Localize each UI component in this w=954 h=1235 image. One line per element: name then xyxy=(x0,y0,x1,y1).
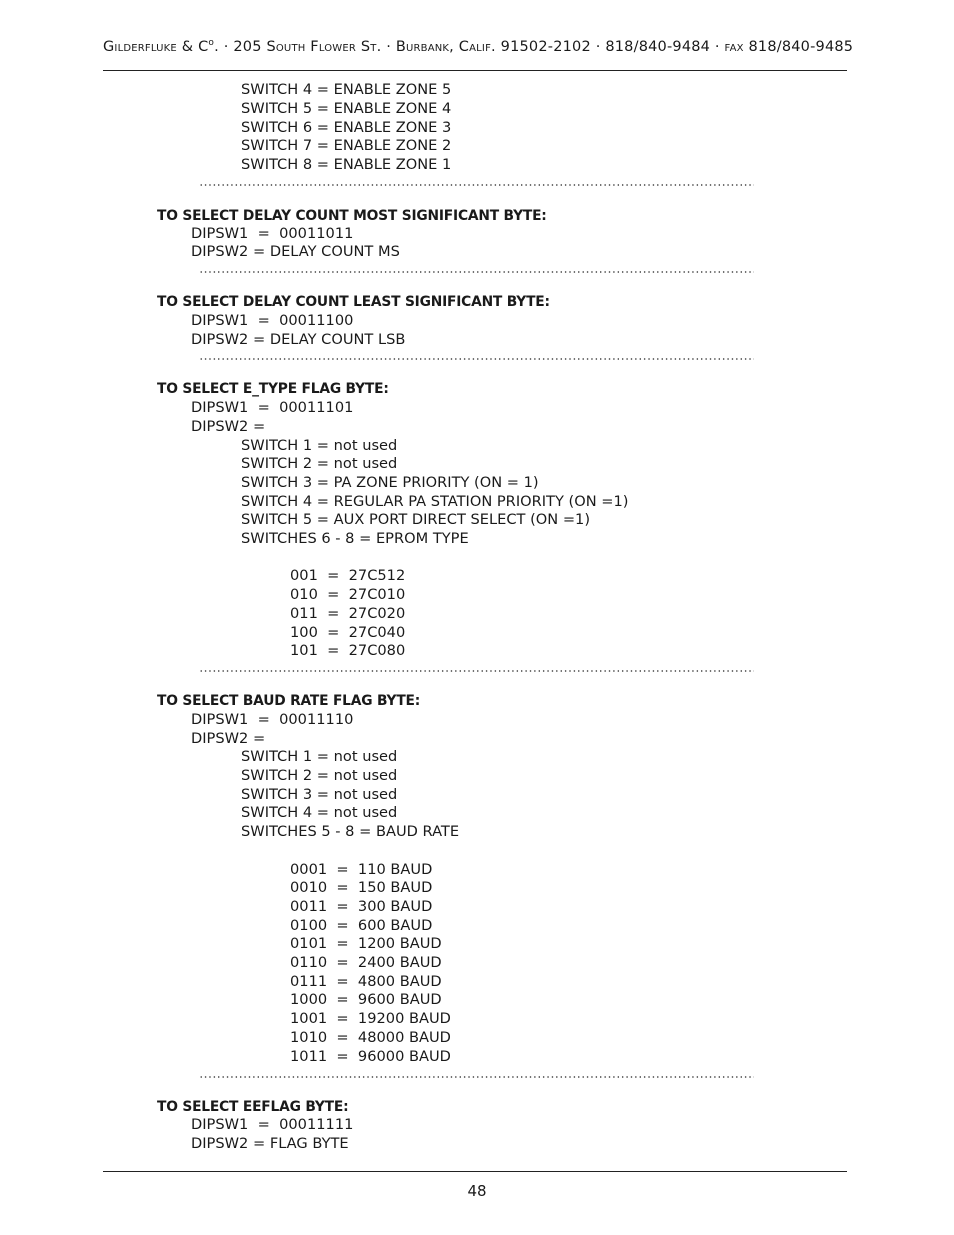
company-name: Gilderfluke & C xyxy=(103,38,209,55)
switch-line: SWITCH 1 = not used xyxy=(241,748,398,765)
eprom-line: 100 = 27C040 xyxy=(290,624,406,641)
dotted-divider xyxy=(199,358,754,360)
baud-rate-line: 1011 = 96000 BAUD xyxy=(290,1048,451,1065)
zone-switch-line: SWITCH 7 = ENABLE ZONE 2 xyxy=(241,137,452,154)
page-header xyxy=(103,38,854,71)
dotted-divider xyxy=(199,271,754,273)
baud-rate-line: 0010 = 150 BAUD xyxy=(290,879,433,896)
dipsw1-line: DIPSW1 = 00011100 xyxy=(191,312,354,329)
dipsw2-line: DIPSW2 = DELAY COUNT MS xyxy=(191,243,400,260)
footer-rule xyxy=(103,1171,847,1172)
baud-rate-line: 0111 = 4800 BAUD xyxy=(290,973,442,990)
dipsw1-line: DIPSW1 = 00011110 xyxy=(191,711,354,728)
baud-rate-line: 1001 = 19200 BAUD xyxy=(290,1010,451,1027)
dipsw1-line: DIPSW1 = 00011011 xyxy=(191,225,354,242)
dotted-divider xyxy=(199,670,754,672)
dipsw1-line: DIPSW1 = 00011111 xyxy=(191,1116,354,1133)
dipsw2-line: DIPSW2 = DELAY COUNT LSB xyxy=(191,331,406,348)
eprom-line: 101 = 27C080 xyxy=(290,642,406,659)
company-sup: o xyxy=(208,38,215,48)
dotted-divider xyxy=(199,1076,754,1078)
page-number: 48 xyxy=(467,1182,487,1200)
switch-line: SWITCH 1 = not used xyxy=(241,437,398,454)
company-address: . · 205 South Flower St. · Burbank, Calif. 91502-2102 · 818/840-9484 · fax 818/840-9485 xyxy=(214,38,854,55)
eprom-line: 011 = 27C020 xyxy=(290,605,406,622)
switch-line: SWITCH 2 = not used xyxy=(241,767,398,784)
switch-line: SWITCH 2 = not used xyxy=(241,455,398,472)
switch-line: SWITCH 4 = REGULAR PA STATION PRIORITY (ON =1) xyxy=(241,493,629,510)
baud-rate-line: 1000 = 9600 BAUD xyxy=(290,991,442,1008)
baud-rate-line: 0101 = 1200 BAUD xyxy=(290,935,442,952)
zone-switch-line: SWITCH 5 = ENABLE ZONE 4 xyxy=(241,100,452,117)
eprom-line: 010 = 27C010 xyxy=(290,586,406,603)
section-heading-baud: TO SELECT BAUD RATE FLAG BYTE: xyxy=(157,693,421,709)
dotted-divider xyxy=(199,184,754,186)
baud-rate-line: 1010 = 48000 BAUD xyxy=(290,1029,451,1046)
zone-switch-line: SWITCH 4 = ENABLE ZONE 5 xyxy=(241,81,452,98)
eprom-line: 001 = 27C512 xyxy=(290,567,406,584)
section-heading-delay-ms: TO SELECT DELAY COUNT MOST SIGNIFICANT BYTE: xyxy=(157,208,547,224)
baud-rate-line: 0100 = 600 BAUD xyxy=(290,917,433,934)
zone-switch-line: SWITCH 8 = ENABLE ZONE 1 xyxy=(241,156,452,173)
switch-line: SWITCHES 5 - 8 = BAUD RATE xyxy=(241,823,460,840)
switch-line: SWITCH 4 = not used xyxy=(241,804,398,821)
section-heading-eeflag: TO SELECT EEFLAG BYTE: xyxy=(157,1099,349,1115)
section-heading-delay-ls: TO SELECT DELAY COUNT LEAST SIGNIFICANT BYTE: xyxy=(157,294,550,310)
zone-switch-line: SWITCH 6 = ENABLE ZONE 3 xyxy=(241,119,452,136)
dipsw2-line: DIPSW2 = xyxy=(191,418,266,435)
switch-line: SWITCH 3 = not used xyxy=(241,786,398,803)
section-heading-etype: TO SELECT E_TYPE FLAG BYTE: xyxy=(157,381,389,397)
switch-line: SWITCHES 6 - 8 = EPROM TYPE xyxy=(241,530,469,547)
dipsw2-line: DIPSW2 = xyxy=(191,730,266,747)
switch-line: SWITCH 3 = PA ZONE PRIORITY (ON = 1) xyxy=(241,474,539,491)
dipsw2-line: DIPSW2 = FLAG BYTE xyxy=(191,1135,349,1152)
dipsw1-line: DIPSW1 = 00011101 xyxy=(191,399,354,416)
baud-rate-line: 0110 = 2400 BAUD xyxy=(290,954,442,971)
switch-line: SWITCH 5 = AUX PORT DIRECT SELECT (ON =1) xyxy=(241,511,591,528)
baud-rate-line: 0011 = 300 BAUD xyxy=(290,898,433,915)
baud-rate-line: 0001 = 110 BAUD xyxy=(290,861,433,878)
